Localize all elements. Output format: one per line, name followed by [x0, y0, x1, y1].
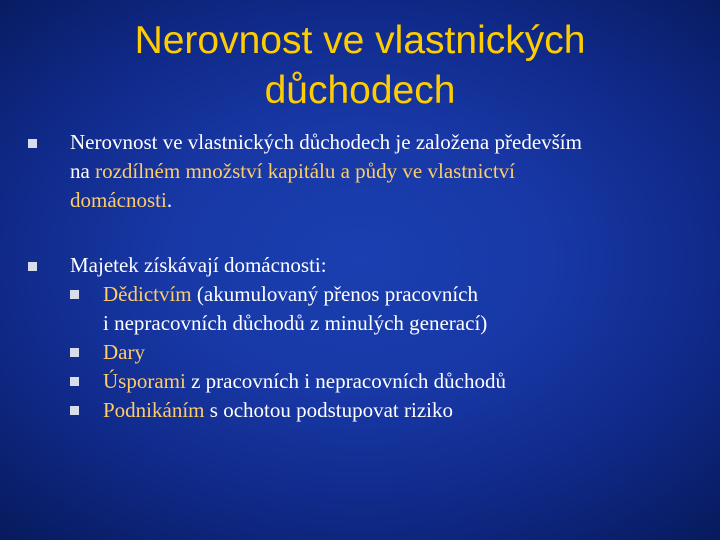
sub-item-4: [70, 396, 688, 425]
sub-item-3: [70, 367, 688, 396]
square-bullet-icon: [70, 377, 79, 386]
bullet-item-2: [28, 251, 688, 425]
square-bullet-icon: [28, 262, 37, 271]
sub-item-1-line-2: i nepracovních důchodů z minulých generací): [103, 311, 488, 335]
title-line-1: Nerovnost ve vlastnických: [134, 19, 586, 62]
bullet-1-line-3-suffix: .: [166, 188, 173, 212]
sub-item-3-line: [103, 367, 688, 396]
title-line-2: důchodech: [264, 69, 456, 112]
bullet-1-highlight-a: rozdílném množství kapitálu a půdy ve vlastnictví: [95, 159, 515, 183]
sub-item-4-highlight: Podnikáním: [103, 398, 205, 422]
bullet-1-line-1: Nerovnost ve vlastnických důchodech je založena především: [70, 130, 582, 154]
sub-item-1-line-1: [103, 280, 688, 309]
sub-item-3-highlight: Úsporami: [103, 369, 186, 393]
sub-item-2-highlight: Dary: [103, 340, 145, 364]
sub-item-3-rest: z pracovních i nepracovních důchodů: [185, 369, 506, 393]
bullet-1-highlight-b: domácnosti: [70, 188, 167, 212]
bullet-list: [28, 128, 688, 425]
square-bullet-icon: [70, 348, 79, 357]
square-bullet-icon: [28, 139, 37, 148]
sub-bullet-list: [70, 280, 688, 425]
bullet-1-line-2: [70, 157, 688, 186]
square-bullet-icon: [70, 406, 79, 415]
slide-title: [40, 16, 680, 116]
sub-item-2-line: [103, 338, 688, 367]
bullet-2-text: Majetek získávají domácnosti:: [70, 253, 327, 277]
sub-item-4-rest: s ochotou podstupovat riziko: [204, 398, 453, 422]
sub-item-2: [70, 338, 688, 367]
sub-item-1-rest: (akumulovaný přenos pracovních: [191, 282, 478, 306]
bullet-item-1: [28, 128, 688, 215]
bullet-1-line-3: [70, 186, 688, 215]
bullet-1-line-2-prefix: na: [70, 159, 96, 183]
square-bullet-icon: [70, 290, 79, 299]
sub-item-1-highlight: Dědictvím: [103, 282, 192, 306]
sub-item-1: [70, 280, 688, 338]
sub-item-4-line: [103, 396, 688, 425]
